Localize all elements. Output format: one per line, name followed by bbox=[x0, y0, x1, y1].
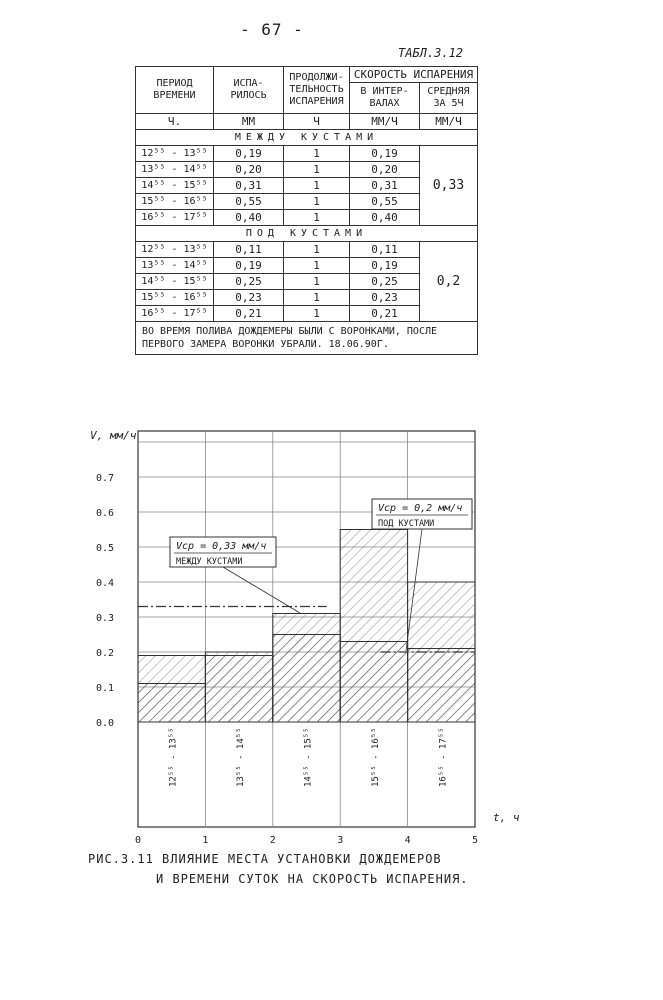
cell-rate: 0,25 bbox=[350, 274, 420, 290]
cell-evaporated: 0,55 bbox=[214, 194, 284, 210]
y-tick-label: 0.5 bbox=[96, 543, 115, 554]
y-tick-label: 0.0 bbox=[96, 718, 115, 729]
bar-under-bushes bbox=[138, 684, 205, 723]
cell-evaporated: 0,25 bbox=[214, 274, 284, 290]
header-evaporated: ИСПА- РИЛОСЬ bbox=[214, 67, 284, 114]
annotation-under-bushes-subtext: ПОД КУСТАМИ bbox=[378, 519, 435, 529]
cell-evaporated: 0,21 bbox=[214, 306, 284, 322]
header-interval: В ИНТЕР- ВАЛАХ bbox=[350, 83, 420, 114]
unit-duration: Ч bbox=[284, 114, 350, 130]
annotation-between-bushes-subtext: МЕЖДУ КУСТАМИ bbox=[176, 557, 243, 567]
cell-rate: 0,23 bbox=[350, 290, 420, 306]
cell-evaporated: 0,19 bbox=[214, 258, 284, 274]
x-tick-label: 5 bbox=[472, 835, 479, 845]
cell-rate: 0,31 bbox=[350, 178, 420, 194]
header-duration: ПРОДОЛЖИ- ТЕЛЬНОСТЬ ИСПАРЕНИЯ bbox=[284, 67, 350, 114]
cell-evaporated: 0,19 bbox=[214, 146, 284, 162]
cell-period: 13⁵⁵ - 14⁵⁵ bbox=[136, 258, 214, 274]
cell-duration: 1 bbox=[284, 306, 350, 322]
cell-evaporated: 0,40 bbox=[214, 210, 284, 226]
unit-evaporated: ММ bbox=[214, 114, 284, 130]
header-period: ПЕРИОД ВРЕМЕНИ bbox=[136, 67, 214, 114]
unit-period: Ч. bbox=[136, 114, 214, 130]
y-tick-label: 0.1 bbox=[96, 683, 115, 694]
bar-under-bushes bbox=[340, 642, 407, 723]
x-tick-label: 1 bbox=[202, 835, 209, 845]
interval-label: 13⁵⁵ - 14⁵⁵ bbox=[236, 727, 247, 787]
cell-duration: 1 bbox=[284, 274, 350, 290]
cell-rate: 0,11 bbox=[350, 242, 420, 258]
x-tick-label: 3 bbox=[337, 835, 344, 845]
cell-period: 16⁵⁵ - 17⁵⁵ bbox=[136, 210, 214, 226]
annotation-between-bushes-value: Vср = 0,33 мм/ч bbox=[176, 541, 267, 552]
cell-duration: 1 bbox=[284, 194, 350, 210]
bar-under-bushes bbox=[205, 656, 272, 723]
cell-period: 12⁵⁵ - 13⁵⁵ bbox=[136, 146, 214, 162]
cell-duration: 1 bbox=[284, 146, 350, 162]
cell-duration: 1 bbox=[284, 162, 350, 178]
cell-average: 0,33 bbox=[420, 146, 478, 226]
cell-duration: 1 bbox=[284, 210, 350, 226]
cell-rate: 0,19 bbox=[350, 258, 420, 274]
header-average: СРЕДНЯЯ ЗА 5Ч bbox=[420, 83, 478, 114]
cell-rate: 0,21 bbox=[350, 306, 420, 322]
cell-duration: 1 bbox=[284, 258, 350, 274]
x-axis-label: t, ч bbox=[493, 811, 520, 824]
header-rate: СКОРОСТЬ ИСПАРЕНИЯ bbox=[350, 67, 478, 83]
unit-interval: ММ/Ч bbox=[350, 114, 420, 130]
y-axis-label: V, мм/ч bbox=[90, 429, 137, 442]
table-row bbox=[136, 242, 478, 258]
table-label: ТАБЛ.3.12 bbox=[398, 46, 464, 60]
evaporation-table bbox=[135, 66, 478, 355]
x-tick-label: 2 bbox=[269, 835, 276, 845]
interval-label: 12⁵⁵ - 13⁵⁵ bbox=[168, 727, 179, 787]
cell-duration: 1 bbox=[284, 242, 350, 258]
section-title: МЕЖДУ КУСТАМИ bbox=[136, 130, 478, 146]
y-tick-label: 0.6 bbox=[96, 508, 115, 519]
interval-label: 16⁵⁵ - 17⁵⁵ bbox=[438, 727, 449, 787]
cell-period: 14⁵⁵ - 15⁵⁵ bbox=[136, 178, 214, 194]
y-tick-label: 0.2 bbox=[96, 648, 115, 659]
cell-evaporated: 0,11 bbox=[214, 242, 284, 258]
cell-rate: 0,19 bbox=[350, 146, 420, 162]
cell-evaporated: 0,20 bbox=[214, 162, 284, 178]
x-tick-label: 0 bbox=[135, 835, 142, 845]
page-number: - 67 - bbox=[240, 20, 304, 39]
cell-period: 16⁵⁵ - 17⁵⁵ bbox=[136, 306, 214, 322]
cell-rate: 0,20 bbox=[350, 162, 420, 178]
figure-caption-line1: РИС.3.11 ВЛИЯНИЕ МЕСТА УСТАНОВКИ ДОЖДЕМЕРОВ bbox=[88, 852, 442, 866]
evaporation-chart bbox=[0, 415, 663, 845]
table-note: ВО ВРЕМЯ ПОЛИВА ДОЖДЕМЕРЫ БЫЛИ С ВОРОНКАМИ, ПОСЛЕ ПЕРВОГО ЗАМЕРА ВОРОНКИ УБРАЛИ. 18.06.90Г. bbox=[136, 322, 478, 355]
cell-rate: 0,40 bbox=[350, 210, 420, 226]
cell-period: 12⁵⁵ - 13⁵⁵ bbox=[136, 242, 214, 258]
cell-duration: 1 bbox=[284, 290, 350, 306]
cell-period: 14⁵⁵ - 15⁵⁵ bbox=[136, 274, 214, 290]
y-tick-label: 0.3 bbox=[96, 613, 115, 624]
section-title: ПОД КУСТАМИ bbox=[136, 226, 478, 242]
bar-under-bushes bbox=[408, 649, 475, 723]
cell-period: 15⁵⁵ - 16⁵⁵ bbox=[136, 290, 214, 306]
cell-period: 13⁵⁵ - 14⁵⁵ bbox=[136, 162, 214, 178]
y-tick-label: 0.7 bbox=[96, 473, 115, 484]
figure-caption-line2: И ВРЕМЕНИ СУТОК НА СКОРОСТЬ ИСПАРЕНИЯ. bbox=[156, 872, 469, 886]
x-tick-label: 4 bbox=[404, 835, 411, 845]
unit-average: ММ/Ч bbox=[420, 114, 478, 130]
cell-evaporated: 0,31 bbox=[214, 178, 284, 194]
interval-label: 15⁵⁵ - 16⁵⁵ bbox=[370, 727, 381, 787]
interval-label: 14⁵⁵ - 15⁵⁵ bbox=[303, 727, 314, 787]
table-row bbox=[136, 146, 478, 162]
cell-evaporated: 0,23 bbox=[214, 290, 284, 306]
y-tick-label: 0.4 bbox=[96, 578, 115, 589]
cell-period: 15⁵⁵ - 16⁵⁵ bbox=[136, 194, 214, 210]
annotation-under-bushes-value: Vср = 0,2 мм/ч bbox=[378, 503, 463, 514]
bar-under-bushes bbox=[273, 635, 340, 723]
cell-average: 0,2 bbox=[420, 242, 478, 322]
cell-rate: 0,55 bbox=[350, 194, 420, 210]
cell-duration: 1 bbox=[284, 178, 350, 194]
